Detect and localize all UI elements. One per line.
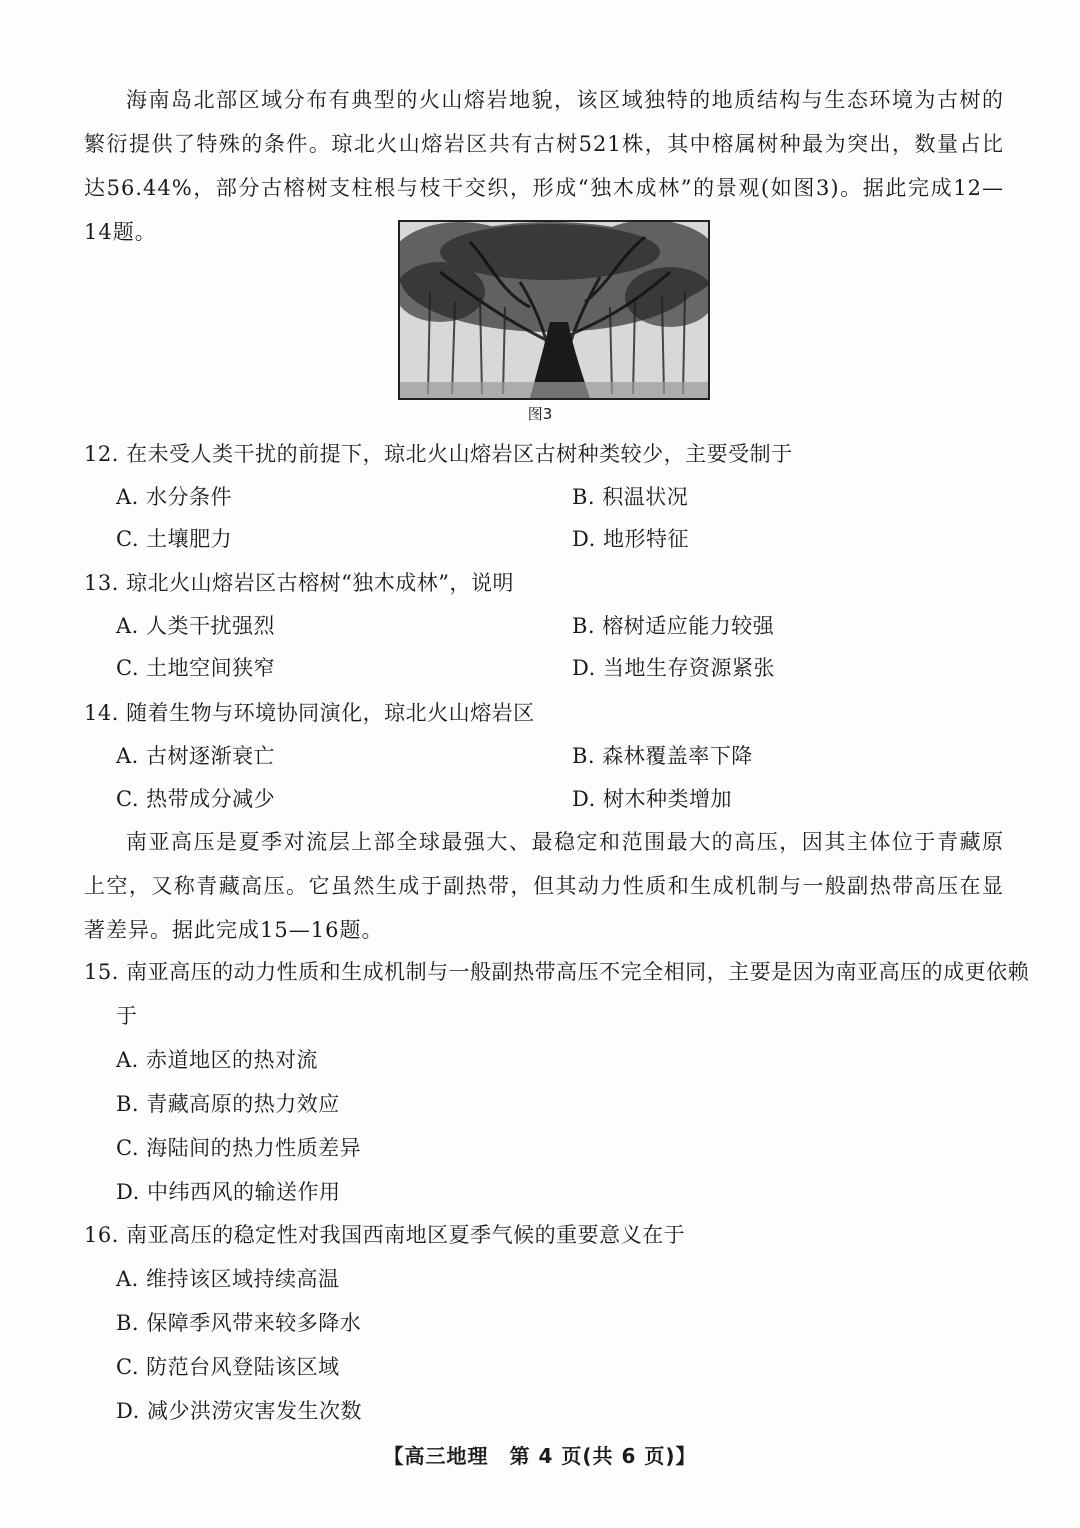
question-14-stem: 14. 随着生物与环境协同演化，琼北火山熔岩区 xyxy=(84,701,535,725)
q13-option-b: B. 榕树适应能力较强 xyxy=(572,614,775,638)
q12-option-a: A. 水分条件 xyxy=(116,485,233,509)
passage-intro-1: 海南岛北部区域分布有典型的火山熔岩地貌，该区域独特的地质结构与生态环境为古树的繁衍提供了特殊的条件。琼北火山熔岩区共有古树521株，其中榕属树种最为突出，数量占比达56.44%，部分古榕树支柱根与枝干交织，形成“独木成林”的景观(如图3)。据此完成12—14题。 xyxy=(84,88,1004,244)
question-12-stem: 12. 在未受人类干扰的前提下，琼北火山熔岩区古树种类较少，主要受制于 xyxy=(84,442,793,466)
figure-caption: 图3 xyxy=(527,405,553,423)
q15-option-a: A. 赤道地区的热对流 xyxy=(116,1048,319,1072)
banyan-tree-photo xyxy=(398,220,710,400)
q12-option-c: C. 土壤肥力 xyxy=(116,527,233,551)
q13-option-a: A. 人类干扰强烈 xyxy=(116,614,276,638)
page-footer: 【高三地理 第 4 页(共 6 页)】 xyxy=(383,1444,697,1468)
question-13-stem: 13. 琼北火山熔岩区古榕树“独木成林”，说明 xyxy=(84,571,515,595)
banyan-tree-illustration xyxy=(400,222,708,398)
q16-option-c: C. 防范台风登陆该区域 xyxy=(116,1355,340,1379)
q15-option-b: B. 青藏高原的热力效应 xyxy=(116,1092,340,1116)
q12-option-d: D. 地形特征 xyxy=(572,527,689,551)
q16-option-b: B. 保障季风带来较多降水 xyxy=(116,1311,362,1335)
q15-option-c: C. 海陆间的热力性质差异 xyxy=(116,1136,362,1160)
q14-option-a: A. 古树逐渐衰亡 xyxy=(116,744,276,768)
q13-option-c: C. 土地空间狭窄 xyxy=(116,656,276,680)
q14-option-c: C. 热带成分减少 xyxy=(116,787,276,811)
question-16-stem: 16. 南亚高压的稳定性对我国西南地区夏季气候的重要意义在于 xyxy=(84,1223,686,1247)
question-15-stem: 15. 南亚高压的动力性质和生成机制与一般副热带高压不完全相同，主要是因为南亚高压的成更依赖于 xyxy=(84,960,1030,1028)
q16-option-d: D. 减少洪涝灾害发生次数 xyxy=(116,1399,362,1423)
q12-option-b: B. 积温状况 xyxy=(572,485,689,509)
q16-option-a: A. 维持该区域持续高温 xyxy=(116,1267,340,1291)
q13-option-d: D. 当地生存资源紧张 xyxy=(572,656,775,680)
q15-option-d: D. 中纬西风的输送作用 xyxy=(116,1180,341,1204)
q14-option-b: B. 森林覆盖率下降 xyxy=(572,744,753,768)
passage-intro-2: 南亚高压是夏季对流层上部全球最强大、最稳定和范围最大的高压，因其主体位于青藏原上空，又称青藏高压。它虽然生成于副热带，但其动力性质和生成机制与一般副热带高压在显著差异。据此完成15—16题。 xyxy=(84,830,1004,942)
q14-option-d: D. 树木种类增加 xyxy=(572,787,732,811)
